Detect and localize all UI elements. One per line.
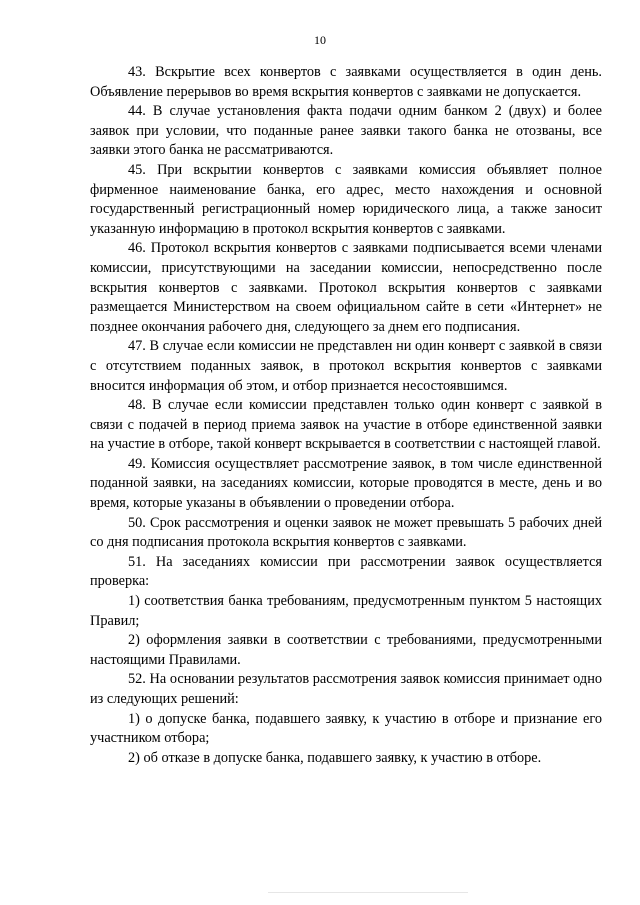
paragraph-47: 47. В случае если комиссии не представлен ни один конверт с заявкой в связи с отсутствием поданных заявок, в протокол вскрытия конвертов с заявками вносится информация об этом, и отбор признается несостоявшимся. [90, 338, 602, 394]
paragraph-52: 52. На основании результатов рассмотрения заявок комиссия принимает одно из следующих решений: [90, 671, 602, 707]
paragraph-43: 43. Вскрытие всех конвертов с заявками осуществляется в один день. Объявление перерывов во время вскрытия конвертов с заявками не допускается. [90, 64, 602, 100]
paragraph-50: 50. Срок рассмотрения и оценки заявок не может превышать 5 рабочих дней со дня подписания протокола вскрытия конвертов с заявками. [90, 514, 602, 551]
list-item-52-2: 2) об отказе в допуске банка, подавшего заявку, к участию в отборе. [128, 749, 542, 766]
scan-artifact-line [268, 892, 468, 893]
paragraph-45: 45. При вскрытии конвертов с заявками комиссия объявляет полное фирменное наименование банка, его адрес, место нахождения и основной государственный регистрационный номер юридического лица, а также заносит указанную информацию в протокол вскрытия конвертов с заявками. [90, 161, 602, 237]
paragraph-49: 49. Комиссия осуществляет рассмотрение заявок, в том числе единственной поданной заявки, на заседаниях комиссии, которые проводятся в месте, день и во время, которые указаны в объявлении о проведении отбора. [90, 455, 602, 512]
paragraph-46: 46. Протокол вскрытия конвертов с заявками подписывается всеми членами комиссии, присутствующими на заседании комиссии, непосредственно после вскрытия конвертов с заявками. Протокол вскрытия конвертов с заявками размещается Министерством на своем официальном сайте в сети «Интернет» не позднее окончания рабочего дня, следующего за днем его подписания. [90, 240, 602, 335]
paragraph-51: 51. На заседаниях комиссии при рассмотрении заявок осуществляется проверка: [90, 553, 602, 590]
paragraph-48: 48. В случае если комиссии представлен только один конверт с заявкой в связи с подачей в период приема заявок на участие в отборе единственной заявки на участие в отборе, такой конверт вскрывается в соответствии с настоящей главой. [90, 397, 602, 453]
document-body [90, 63, 602, 768]
page-number: 10 [314, 33, 326, 47]
list-item-51-2: 2) оформления заявки в соответствии с требованиями, предусмотренными настоящими Правилами. [90, 632, 602, 668]
list-item-52-1: 1) о допуске банка, подавшего заявку, к участию в отборе и признание его участником отбора; [90, 710, 602, 747]
list-item-51-1: 1) соответствия банка требованиям, предусмотренным пунктом 5 настоящих Правил; [90, 593, 602, 629]
paragraph-44: 44. В случае установления факта подачи одним банком 2 (двух) и более заявок при условии, что поданные ранее заявки такого банка не отозваны, все заявки этого банка не рассматриваются. [90, 103, 602, 159]
